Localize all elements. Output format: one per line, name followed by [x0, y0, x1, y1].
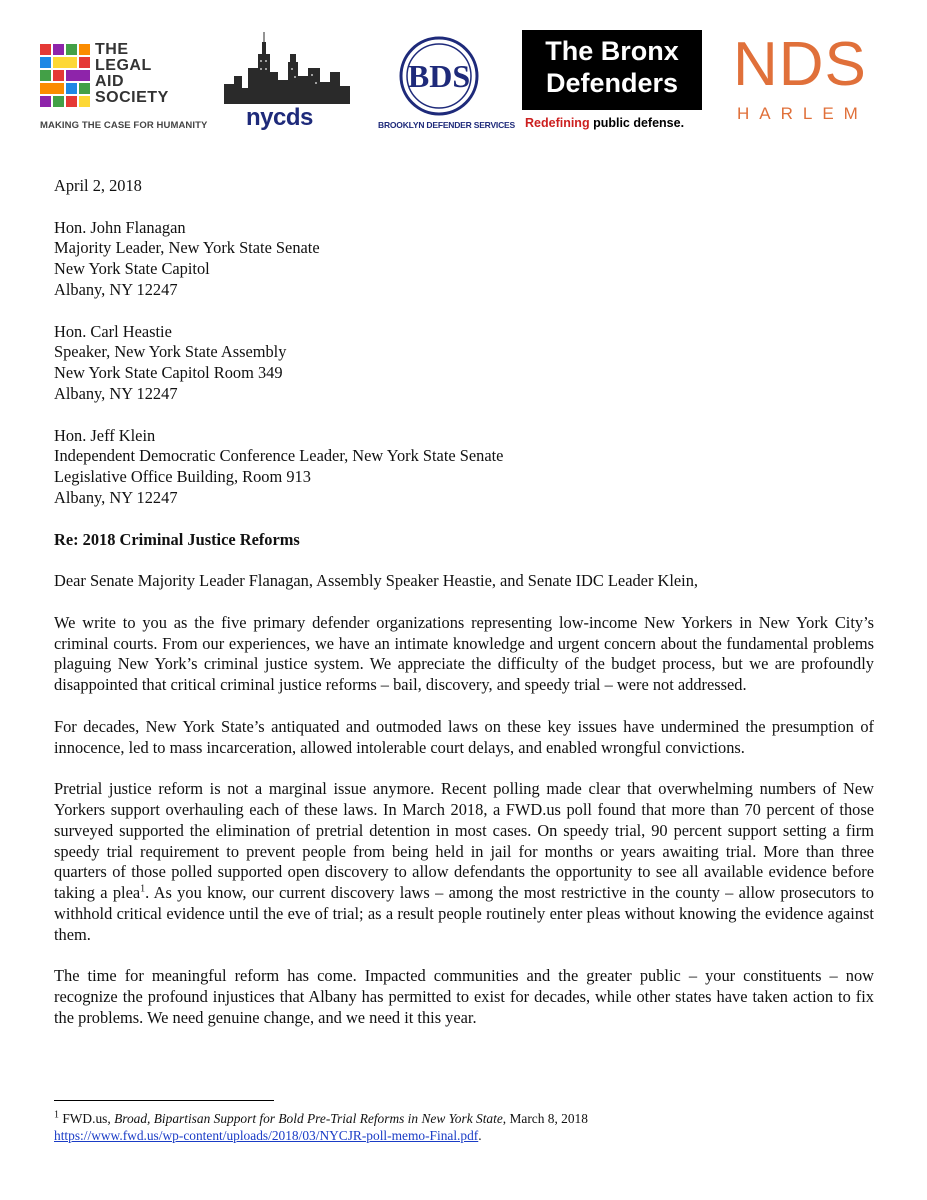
legal-aid-grid-icon	[40, 44, 90, 110]
legal-aid-name	[95, 42, 169, 106]
footnote-divider	[54, 1100, 274, 1101]
logo-bar	[0, 30, 927, 140]
footnote-title: Broad, Bipartisan Support for Bold Pre-Trial Reforms in New York State	[114, 1111, 503, 1126]
footnote-ref[interactable]: 1	[140, 883, 146, 895]
nycds-logo	[224, 32, 350, 132]
paragraph-text: . As you know, our current discovery laws – among the most restrictive in the county – allow prosecutors to withhold critical evidence until the eve of trial; as a result people routinely enter pleas without knowing the evidence against them.	[54, 883, 874, 944]
letter-paragraph	[54, 779, 874, 945]
recipient-block	[54, 322, 874, 405]
bronx-tagline	[525, 116, 684, 130]
recipient-line: Hon. John Flanagan	[54, 217, 186, 237]
legal-aid-society-logo	[40, 41, 220, 134]
footnote-source: FWD.us,	[59, 1111, 115, 1126]
legal-aid-tagline: MAKING THE CASE FOR HUMANITY	[40, 120, 208, 131]
letter-body	[54, 176, 874, 1049]
bronx-tagline-rest: public defense.	[589, 116, 685, 130]
nds-harlem-text: HARLEM	[737, 104, 868, 123]
recipient-line: Hon. Carl Heastie	[54, 321, 172, 341]
legal-aid-line: LEGAL	[95, 57, 152, 74]
recipient-line: Hon. Jeff Klein	[54, 425, 156, 445]
recipient-block	[54, 218, 874, 301]
nds-harlem-logo	[733, 30, 873, 136]
bds-monogram: BDS	[407, 58, 471, 94]
recipient-line: Albany, NY 12247	[54, 383, 178, 403]
letter-subject: Re: 2018 Criminal Justice Reforms	[54, 529, 300, 549]
letter-paragraph: We write to you as the five primary defender organizations representing low-income New Yorkers in New York City’s criminal courts. From our experiences, we have an intimate knowledge and urgent concern about the fundamental problems plaguing New York’s criminal justice system. We appreciate the difficulty of the budget process, but we are profoundly disappointed that critical criminal justice reforms – bail, discovery, and speedy trial – were not addressed.	[54, 612, 874, 695]
footnote-number: 1	[54, 1109, 59, 1121]
footnote-link[interactable]: https://www.fwd.us/wp-content/uploads/2018/03/NYCJR-poll-memo-Final.pdf	[54, 1128, 479, 1143]
recipient-line: Independent Democratic Conference Leader, New York State Senate	[54, 446, 504, 466]
recipient-line: New York State Capitol	[54, 259, 210, 279]
recipient-line: Legislative Office Building, Room 913	[54, 467, 311, 487]
legal-aid-line: SOCIETY	[95, 89, 169, 106]
legal-aid-line: AID	[95, 73, 125, 90]
letter-paragraph: For decades, New York State’s antiquated and outmoded laws on these key issues have undermined the presumption of innocence, led to mass incarceration, allowed intolerable court delays, and enabled wrongful convictions.	[54, 716, 874, 757]
recipient-line: Albany, NY 12247	[54, 487, 178, 507]
letter-salutation: Dear Senate Majority Leader Flanagan, Assembly Speaker Heastie, and Senate IDC Leader Klein,	[54, 571, 699, 591]
bronx-logo-box	[522, 30, 702, 110]
nycds-wordmark: nycds	[246, 104, 313, 131]
footnote-end: .	[478, 1128, 482, 1143]
recipient-line: Speaker, New York State Assembly	[54, 342, 287, 362]
bds-logo	[378, 34, 515, 134]
recipient-line: Majority Leader, New York State Senate	[54, 238, 320, 258]
bronx-defenders-logo	[522, 30, 704, 134]
letter-paragraph: The time for meaningful reform has come. Impacted communities and the greater public – your constituents – now recognize the profound injustices that Albany has permitted to exist for decades, while other states have taken action to fix the problems. We need genuine change, and we need it this year.	[54, 966, 874, 1027]
recipient-line: New York State Capitol Room 349	[54, 363, 283, 383]
paragraph-text: Pretrial justice reform is not a marginal issue anymore. Recent polling made clear that overwhelming numbers of New Yorkers support overhauling each of these laws. In March 2018, a FWD.us poll found that more than 70 percent of those surveyed supported the elimination of pretrial detention in most cases. On speedy trial, 90 percent support setting a firm speedy trial requirement to prevent people from being held in jail for months or years awaiting trial. More than three quarters of those polled supported open discovery to allow defendants the opportunity to see all available evidence before taking a plea	[54, 779, 874, 903]
footnote-date: , March 8, 2018	[502, 1111, 588, 1126]
bronx-tagline-red: Redefining	[525, 116, 590, 130]
footnote	[54, 1110, 874, 1144]
recipient-line: Albany, NY 12247	[54, 279, 178, 299]
bronx-line-2: Defenders	[545, 68, 679, 98]
letter-date: April 2, 2018	[54, 176, 142, 195]
nyc-skyline-icon	[224, 32, 350, 104]
recipient-block	[54, 426, 874, 509]
nds-wordmark: NDS	[733, 30, 867, 99]
legal-aid-line: THE	[95, 41, 129, 58]
bds-seal-icon	[378, 34, 500, 118]
bronx-line-1: The Bronx	[545, 36, 679, 66]
bds-name: BROOKLYN DEFENDER SERVICES	[378, 120, 515, 130]
